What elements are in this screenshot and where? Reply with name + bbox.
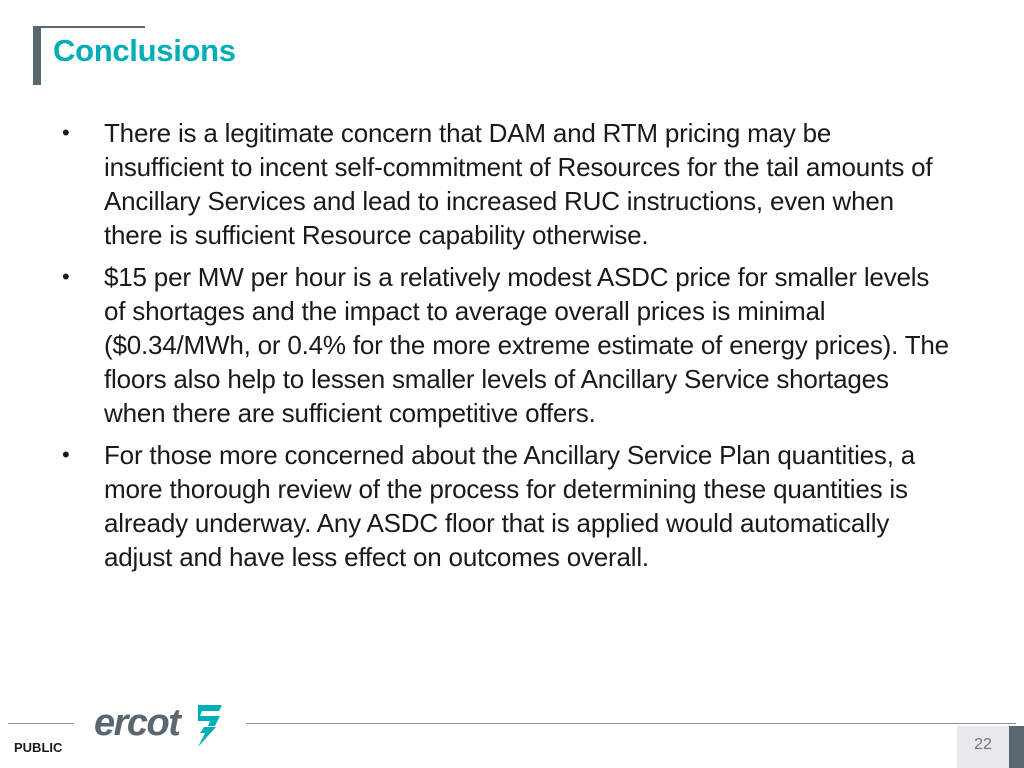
bullet-item [56, 260, 956, 430]
ercot-bolt-icon [198, 705, 222, 747]
title-accent-rule [41, 26, 145, 28]
bullet-marker: • [62, 120, 70, 145]
bullet-text: For those more concerned about the Ancillary Service Plan quantities, a more thorough review of the process for determining these quantities is already underway. Any ASDC floor that is applied would automatically adjust and have less effect on outcomes overall. [104, 440, 916, 572]
bullet-item [56, 116, 956, 252]
bullet-marker: • [62, 442, 70, 467]
logo-wordmark: ercot [94, 702, 180, 744]
bullet-list [56, 116, 956, 582]
bullet-marker: • [62, 264, 70, 289]
classification-label: PUBLIC [14, 740, 63, 755]
bullet-item [56, 438, 956, 574]
title-accent-bar [33, 26, 41, 85]
page-number-edge [1009, 726, 1024, 768]
bullet-text: $15 per MW per hour is a relatively modest ASDC price for smaller levels of shortages and the impact to average overall prices is minimal ($0.34/MWh, or 0.4% for the more extreme estimate of energy prices). The floors also help to lessen smaller levels of Ancillary Service shortages when there are sufficient competitive offers. [104, 262, 949, 428]
footer-divider-left [8, 723, 74, 724]
page-number: 22 [974, 736, 992, 753]
ercot-logo [94, 701, 230, 751]
footer-divider-right [246, 723, 1016, 724]
slide-title: Conclusions [53, 33, 236, 68]
bullet-text: There is a legitimate concern that DAM and RTM pricing may be insufficient to incent self-commitment of Resources for the tail amounts of Ancillary Services and lead to increased RUC instructions, even when there is sufficient Resource capability otherwise. [104, 118, 933, 250]
